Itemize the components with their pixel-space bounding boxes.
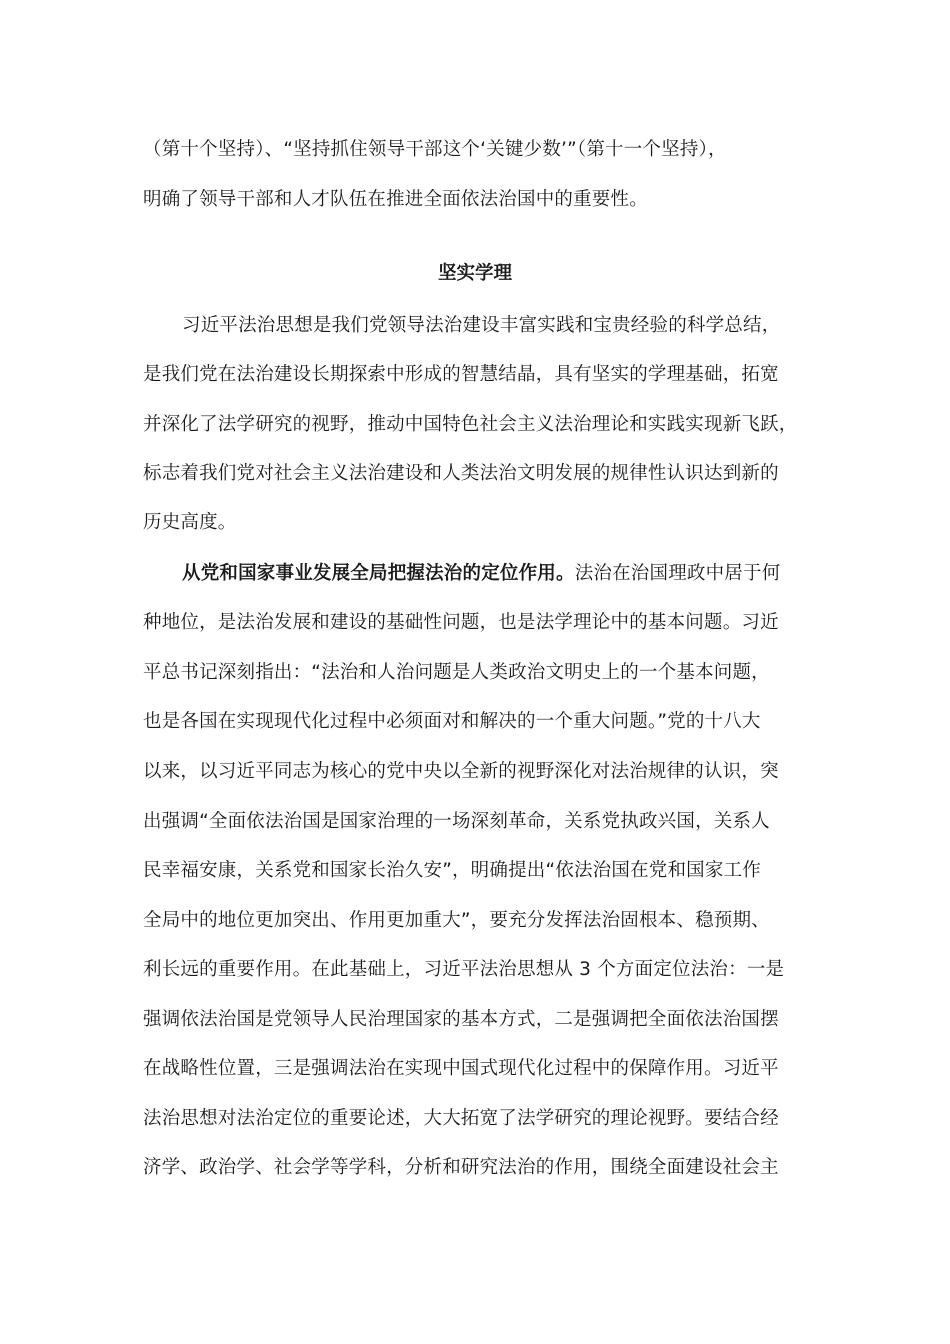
para2-line-11: 在战略性位置，三是强调法治在实现中国式现代化过程中的保障作用。习近平 xyxy=(143,1058,779,1079)
para2-line-7: 民幸福安康，关系党和国家长治久安”，明确提出“依法治国在党和国家工作 xyxy=(143,860,761,881)
para2-line-1 xyxy=(182,559,832,589)
section-heading: 坚实学理 xyxy=(437,263,512,284)
para1-line-4: 标志着我们党对社会主义法治建设和人类法治文明发展的规律性认识达到新的 xyxy=(143,463,779,484)
para2-lead-bold: 从党和国家事业发展全局把握法治的定位作用。 xyxy=(182,563,575,584)
para2-line-8: 全局中的地位更加突出、作用更加重大”，要充分发挥法治固根本、稳预期、 xyxy=(143,910,770,931)
para2-line-10: 强调依法治国是党领导人民治理国家的基本方式，二是强调把全面依法治国摆 xyxy=(143,1009,779,1030)
para2-line-2: 种地位，是法治发展和建设的基础性问题，也是法学理论中的基本问题。习近 xyxy=(143,612,779,633)
intro-line-1: （第十个坚持）、“坚持抓住领导干部这个‘关键少数’”（第十一个坚持）， xyxy=(143,139,727,160)
intro-line-2: 明确了领导干部和人才队伍在推进全面依法治国中的重要性。 xyxy=(143,189,648,210)
para1-line-2: 是我们党在法治建设长期探索中形成的智慧结晶，具有坚实的学理基础，拓宽 xyxy=(143,364,779,385)
para2-line-6: 出强调“全面依法治国是国家治理的一场深刻革命，关系党执政兴国，关系人 xyxy=(143,811,770,832)
para1-line-5: 历史高度。 xyxy=(143,512,237,533)
para2-line-9: 利长远的重要作用。在此基础上，习近平法治思想从 3 个方面定位法治：一是 xyxy=(143,959,785,980)
para2-line-4: 也是各国在实现现代化过程中必须面对和解决的一个重大问题。”党的十八大 xyxy=(143,711,761,732)
para2-lead-rest: 法治在治国理政中居于何 xyxy=(574,563,781,584)
para1-line-1: 习近平法治思想是我们党领导法治建设丰富实践和宝贵经验的科学总结， xyxy=(182,315,781,336)
para2-line-13: 济学、政治学、社会学等学科，分析和研究法治的作用，围绕全面建设社会主 xyxy=(143,1157,779,1178)
para1-line-3: 并深化了法学研究的视野，推动中国特色社会主义法治理论和实践实现新飞跃， xyxy=(143,414,798,435)
para2-line-5: 以来，以习近平同志为核心的党中央以全新的视野深化对法治规律的认识，突 xyxy=(143,761,779,782)
para2-line-3: 平总书记深刻指出：“法治和人治问题是人类政治文明史上的一个基本问题， xyxy=(143,662,770,683)
para2-line-12: 法治思想对法治定位的重要论述，大大拓宽了法学研究的理论视野。要结合经 xyxy=(143,1108,779,1129)
